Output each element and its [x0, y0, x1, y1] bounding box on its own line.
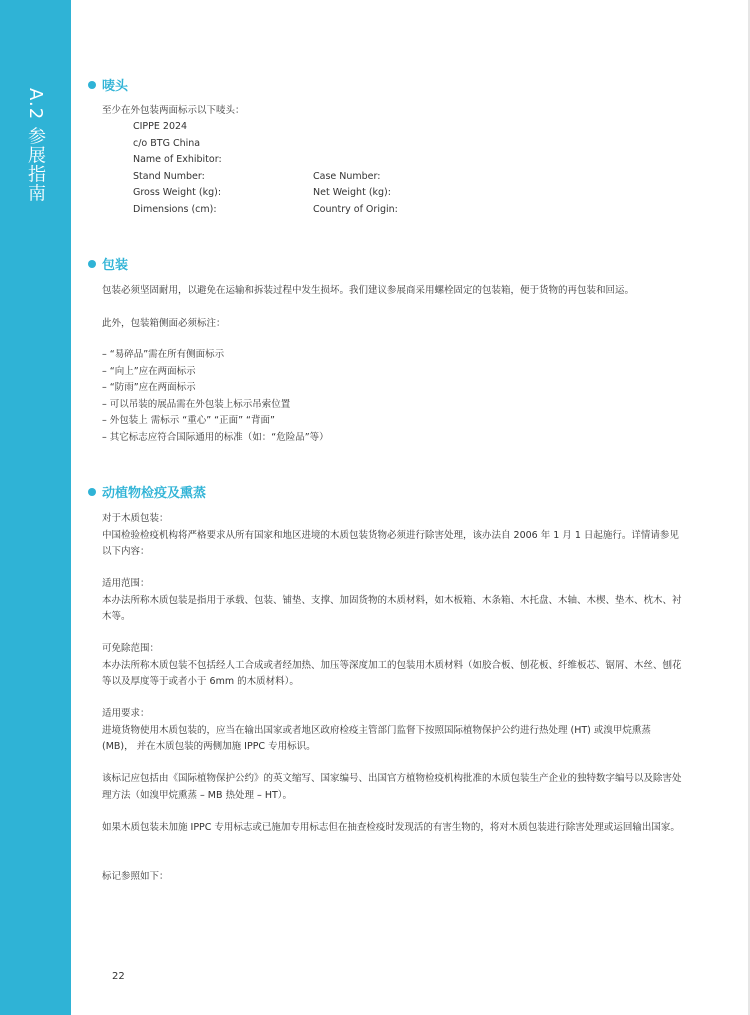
exempt-block: [102, 641, 682, 691]
packing-paragraph: 此外，包装箱侧面必须标注：: [102, 318, 226, 329]
marks-pair-row: [133, 202, 613, 219]
subheading: 可免除范围：: [102, 643, 160, 654]
requirements-block: [102, 706, 682, 756]
dimensions-label: Dimensions (cm):: [133, 203, 217, 215]
section-heading-quarantine: [88, 482, 206, 501]
side-bar: [0, 0, 71, 1015]
section-heading-text: 包装: [102, 258, 129, 273]
subheading: 适用范围：: [102, 578, 150, 589]
noncompliance-text: 如果木质包装未加施 IPPC 专用标志或已施加专用标志但在抽查检疫时发现活的有害生物的，将对木质包装进行除害处理或运回输出国家。: [102, 822, 680, 833]
country-of-origin-label: Country of Origin:: [313, 203, 398, 215]
paragraph: 进境货物使用木质包装的，应当在输出国家或者地区政府检疫主管部门监督下按照国际植物保护公约进行热处理 (HT) 或溴甲烷熏蒸 (MB)， 并在木质包装的两侧加施 IPPC 专用标识。: [102, 724, 651, 752]
quarantine-block: [102, 511, 682, 561]
section-heading-packing: [88, 254, 128, 273]
marks-line: c/o BTG China: [133, 137, 201, 149]
packing-list: [102, 347, 329, 446]
list-item: – 其它标志应符合国际通用的标准（如：“危险品”等）: [102, 431, 329, 443]
paragraph: 本办法所称木质包装不包括经人工合成或者经加热、加压等深度加工的包装用木质材料（如胶合板、刨花板、纤维板芯、锯屑、木丝、刨花等以及厚度等于或者小于 6mm 的木质材料）。: [102, 659, 682, 687]
paragraph: 对于木质包装：: [102, 513, 169, 524]
paragraph: 中国检验检疫机构将严格要求从所有国家和地区进境的木质包装货物必须进行除害处理，该办法自 2006 年 1 月 1 日起施行。详情请参见以下内容：: [102, 529, 679, 557]
marks-pair-row: [133, 169, 613, 186]
subheading: 适用要求：: [102, 708, 150, 719]
list-item: – “易碎品”需在所有侧面标示: [102, 349, 225, 360]
scope-block: [102, 576, 682, 626]
chapter-title: A.2 参展指南: [25, 88, 46, 203]
bullet-dot-icon: [88, 260, 96, 268]
paragraph: 本办法所称木质包装是指用于承载、包装、铺垫、支撑、加固货物的木质材料，如木板箱、木条箱、木托盘、木轴、木楔、垫木、枕木、衬木等。: [102, 594, 682, 622]
net-weight-label: Net Weight (kg):: [313, 187, 391, 198]
mark-description: 该标记应包括由《国际植物保护公约》的英文缩写、国家编号、出国官方植物检疫机构批准的木质包装生产企业的独特数字编号以及除害处理方法（如溴甲烷熏蒸 – MB 热处理 – HT）。: [102, 773, 682, 801]
bullet-dot-icon: [88, 488, 96, 496]
section-heading-text: 动植物检疫及熏蒸: [102, 486, 207, 501]
marks-intro: 至少在外包装两面标示以下唛头：: [102, 105, 245, 116]
section-heading-marks: [88, 75, 128, 94]
list-item: – “防雨”应在两面标示: [102, 382, 196, 393]
list-item: – “向上”应在两面标示: [102, 365, 196, 377]
bullet-dot-icon: [88, 81, 96, 89]
packing-paragraph: 包装必须坚固耐用，以避免在运输和拆装过程中发生损坏。我们建议参展商采用螺栓固定的包装箱，便于货物的再包装和回运。: [102, 285, 635, 296]
case-number-label: Case Number:: [313, 170, 381, 182]
page-number: 22: [112, 971, 125, 982]
marks-pair-row: [133, 185, 613, 202]
list-item: – 可以吊装的展品需在外包装上标示吊索位置: [102, 398, 291, 410]
marks-labels: [133, 119, 613, 218]
gross-weight-label: Gross Weight (kg):: [133, 187, 222, 198]
stand-number-label: Stand Number:: [133, 170, 205, 182]
marks-line: CIPPE 2024: [133, 121, 188, 132]
list-item: – 外包装上 需标示 “重心” “正面” “背面”: [102, 415, 275, 426]
section-heading-text: 唛头: [102, 79, 129, 94]
reference-text: 标记参照如下：: [102, 871, 169, 882]
marks-line: Name of Exhibitor:: [133, 154, 222, 165]
